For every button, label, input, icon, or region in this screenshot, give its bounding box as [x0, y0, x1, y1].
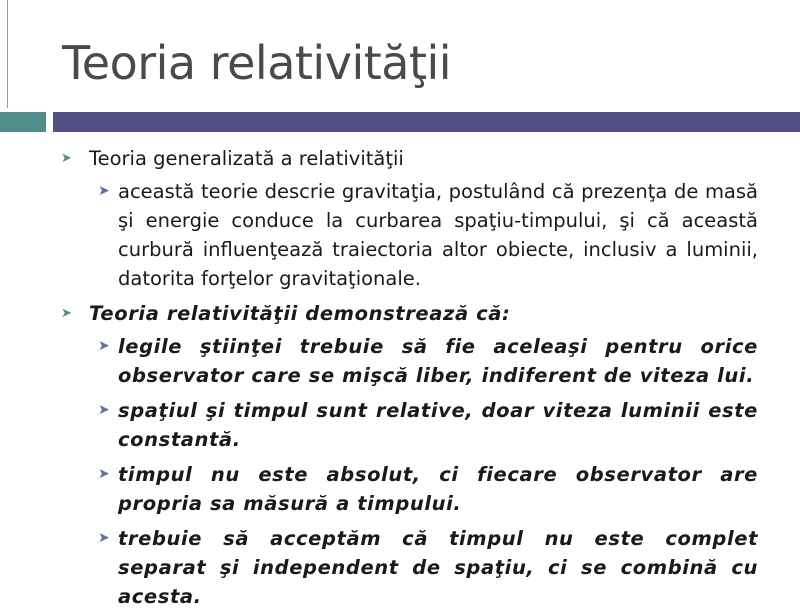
bullet-text: Teoria generalizată a relativităţii — [89, 147, 404, 170]
bullet-level2-space-time-relative — [98, 396, 758, 454]
slide-content — [0, 144, 800, 611]
bullet-text: trebuie să acceptăm că timpul nu este complet separat şi independent de spaţiu, ci se combină cu acesta. — [118, 527, 758, 608]
bullet-level2-time-combined-space — [98, 524, 758, 611]
accent-bar-left — [0, 112, 46, 132]
bullet-text: legile ştiinţei trebuie să fie aceleaşi pentru orice observator care se mişcă liber, indiferent de viteza lui. — [118, 335, 758, 387]
bullet-text: timpul nu este absolut, ci fiecare observator are propria sa măsură a timpului. — [118, 463, 758, 515]
bullet-text: această teorie descrie gravitaţia, postulând că prezenţa de masă şi energie conduce la curbarea spaţiu-timpului, şi că această curbură influenţează traiectoria altor obiecte, inclusiv a luminii, datorita forţelor gravitaţionale. — [118, 180, 758, 290]
bullet-level1-demonstrates — [61, 299, 759, 328]
bullet-level1-general-relativity — [61, 144, 759, 173]
arrow-right-icon: ➤ — [98, 466, 111, 482]
arrow-right-icon: ➤ — [98, 338, 111, 354]
bullet-text: Teoria relativităţii demonstrează că: — [89, 302, 511, 325]
bullet-level2-laws-of-science — [98, 332, 758, 390]
left-border-line — [7, 0, 8, 108]
slide-title: Teoria relativităţii — [62, 36, 452, 90]
bullet-level2-gravity-description — [98, 177, 758, 293]
bullet-text: spaţiul şi timpul sunt relative, doar viteza luminii este constantă. — [118, 399, 758, 451]
arrow-right-icon: ➤ — [98, 402, 111, 418]
bullet-level2-time-not-absolute — [98, 460, 758, 518]
arrow-right-icon: ➤ — [98, 530, 111, 546]
arrow-right-icon: ➤ — [98, 183, 110, 199]
arrow-right-icon: ➤ — [61, 306, 73, 321]
accent-bar-right — [53, 112, 800, 132]
arrow-right-icon: ➤ — [61, 151, 72, 166]
